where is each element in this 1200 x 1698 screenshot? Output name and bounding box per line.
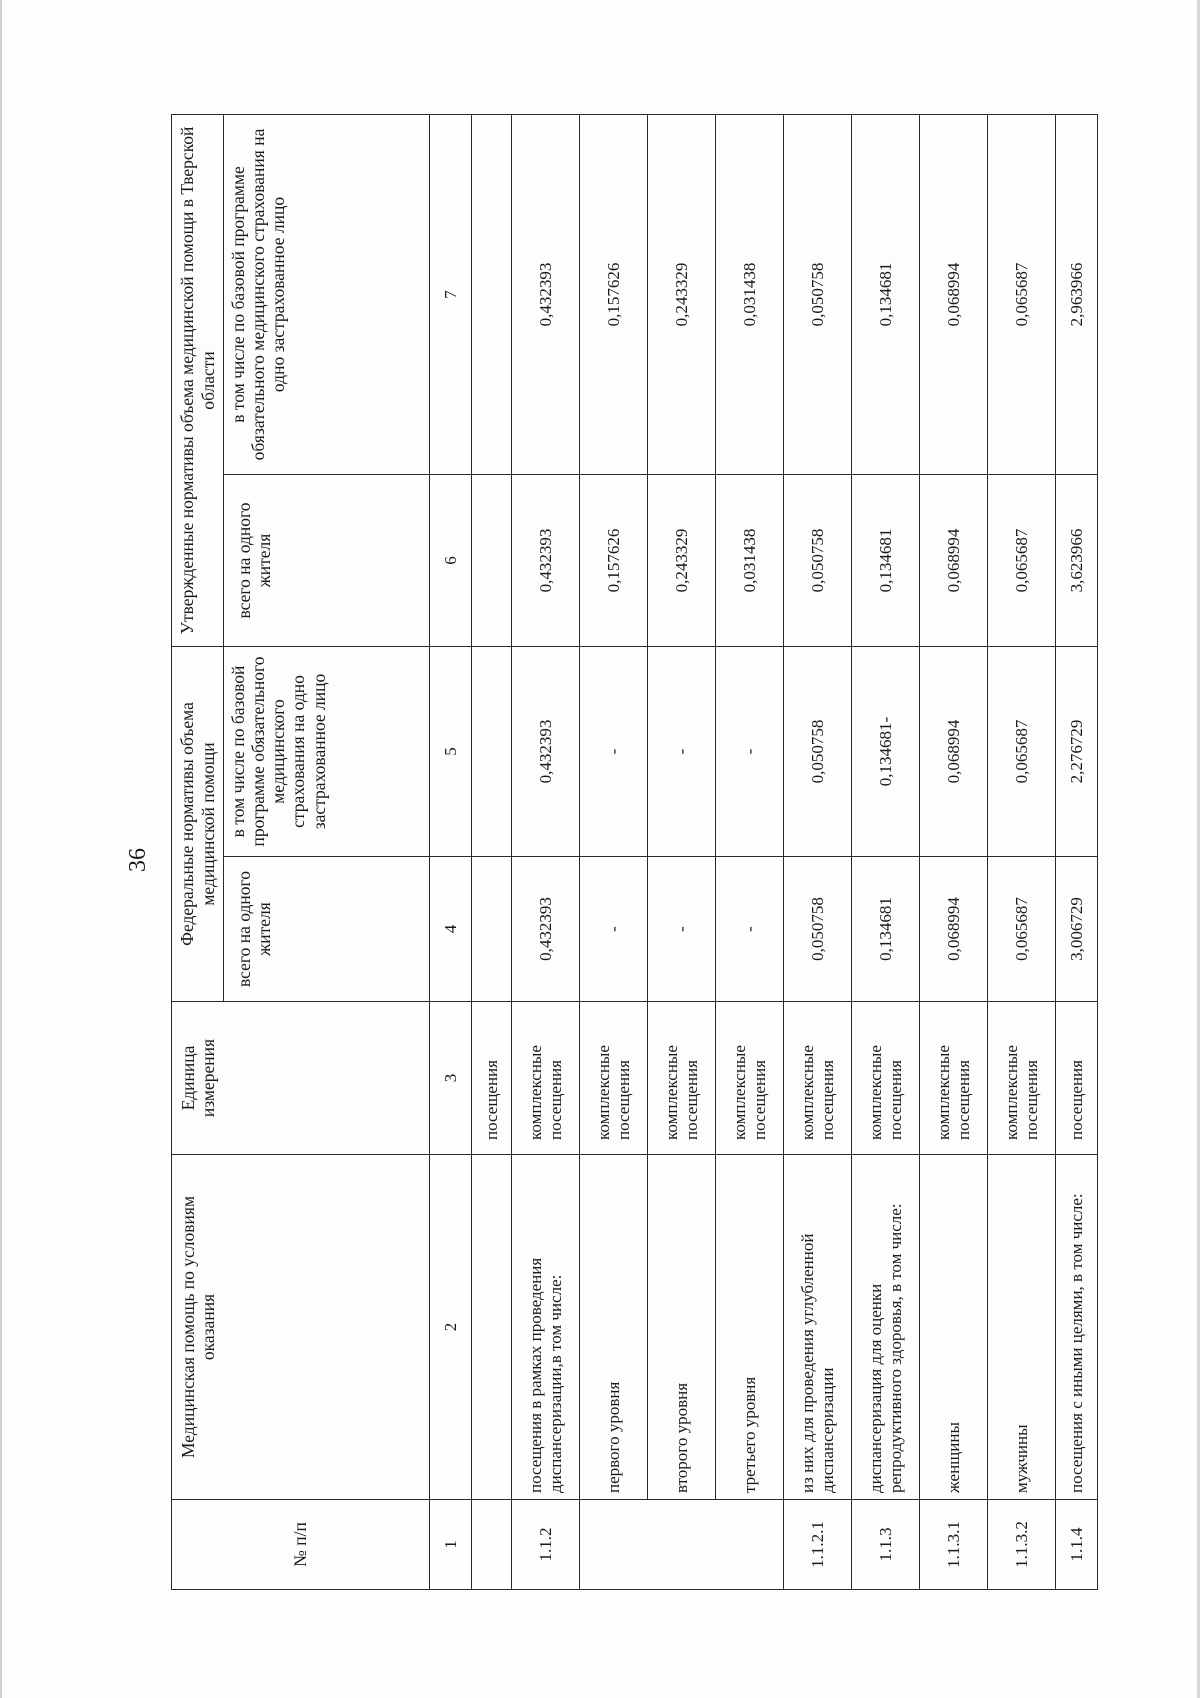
row-unit: комплексные посещения — [716, 1002, 784, 1155]
row-regional-total: 3,623966 — [1056, 474, 1098, 646]
unit-row — [472, 114, 512, 1589]
row-regional-total: 0,432393 — [512, 474, 580, 646]
row-name: мужчины — [988, 1155, 1056, 1500]
row-federal-oms: 2,276729 — [1056, 646, 1098, 856]
row-federal-oms: - — [716, 646, 784, 856]
table-row — [512, 114, 580, 1589]
column-number-cell: 1 — [430, 1500, 472, 1590]
header-regional-total: всего на одного жителя — [224, 474, 430, 646]
unit-cell: посещения — [472, 1002, 512, 1155]
row-federal-total: - — [716, 857, 784, 1002]
row-name: третьего уровня — [716, 1155, 784, 1500]
row-unit: комплексные посещения — [648, 1002, 716, 1155]
header-col-unit: Единица измерения — [172, 1002, 430, 1155]
row-regional-oms: 0,432393 — [512, 114, 580, 474]
row-unit: комплексные посещения — [512, 1002, 580, 1155]
row-federal-total: 0,068994 — [920, 857, 988, 1002]
row-regional-total: 0,243329 — [648, 474, 716, 646]
row-federal-total: - — [648, 857, 716, 1002]
normatives-table — [171, 114, 1098, 1590]
row-federal-oms: - — [648, 646, 716, 856]
header-row-top — [172, 114, 224, 1589]
row-federal-oms: 0,134681- — [852, 646, 920, 856]
row-number: 1.1.3.2 — [988, 1500, 1056, 1590]
row-number: 1.1.3 — [852, 1500, 920, 1590]
table-row — [784, 114, 852, 1589]
row-federal-total: 0,432393 — [512, 857, 580, 1002]
row-regional-total: 0,031438 — [716, 474, 784, 646]
row-unit: комплексные посещения — [988, 1002, 1056, 1155]
row-regional-oms: 0,134681 — [852, 114, 920, 474]
row-federal-oms: - — [580, 646, 648, 856]
column-number-cell: 6 — [430, 474, 472, 646]
row-name: женщины — [920, 1155, 988, 1500]
row-federal-total: 0,050758 — [784, 857, 852, 1002]
table-cell — [472, 857, 512, 1002]
header-col-num: № п/п — [172, 1500, 430, 1590]
row-federal-oms: 0,432393 — [512, 646, 580, 856]
table-cell — [472, 646, 512, 856]
scan-edge-left — [0, 0, 2, 1698]
row-federal-total: 3,006729 — [1056, 857, 1098, 1002]
table-row — [988, 114, 1056, 1589]
header-group-regional: Утвержденные нормативы объема медицинской помощи в Тверской области — [172, 114, 224, 646]
header-federal-oms: в том числе по базовой программе обязательного медицинского страхования на одно застрахованное лицо — [224, 646, 430, 856]
header-group-federal: Федеральные нормативы объема медицинской помощи — [172, 646, 224, 1001]
table-cell — [472, 474, 512, 646]
row-regional-oms: 0,068994 — [920, 114, 988, 474]
row-regional-oms: 0,050758 — [784, 114, 852, 474]
table-row — [648, 114, 716, 1589]
table-row — [716, 114, 784, 1589]
row-federal-total: 0,065687 — [988, 857, 1056, 1002]
row-name: первого уровня — [580, 1155, 648, 1500]
column-number-cell: 2 — [430, 1155, 472, 1500]
table-row — [1056, 114, 1098, 1589]
row-name: диспансеризация для оценки репродуктивного здоровья, в том числе: — [852, 1155, 920, 1500]
table-row — [580, 114, 648, 1589]
normatives-table-container — [171, 115, 1088, 1590]
row-regional-oms: 2,963966 — [1056, 114, 1098, 474]
column-number-cell: 5 — [430, 646, 472, 856]
row-unit: комплексные посещения — [580, 1002, 648, 1155]
row-regional-oms: 0,031438 — [716, 114, 784, 474]
row-federal-oms: 0,068994 — [920, 646, 988, 856]
row-number: 1.1.2.1 — [784, 1500, 852, 1590]
row-number: 1.1.2 — [512, 1500, 580, 1590]
table-cell — [472, 114, 512, 474]
row-name: посещения с иными целями, в том числе: — [1056, 1155, 1098, 1500]
row-unit: комплексные посещения — [784, 1002, 852, 1155]
table-cell — [472, 1500, 512, 1590]
row-federal-oms: 0,065687 — [988, 646, 1056, 856]
row-unit: посещения — [1056, 1002, 1098, 1155]
row-number: 1.1.3.1 — [920, 1500, 988, 1590]
row-regional-total: 0,050758 — [784, 474, 852, 646]
column-number-cell: 3 — [430, 1002, 472, 1155]
row-federal-total: - — [580, 857, 648, 1002]
row-number — [580, 1500, 784, 1590]
row-number: 1.1.4 — [1056, 1500, 1098, 1590]
column-number-row — [430, 114, 472, 1589]
row-federal-oms: 0,050758 — [784, 646, 852, 856]
column-number-cell: 7 — [430, 114, 472, 474]
row-regional-oms: 0,243329 — [648, 114, 716, 474]
row-regional-total: 0,068994 — [920, 474, 988, 646]
row-name: из них для проведения углубленной диспансеризации — [784, 1155, 852, 1500]
header-regional-oms: в том числе по базовой программе обязательного медицинского страхования на одно застрахованное лицо — [224, 114, 430, 474]
page-number: 36 — [125, 848, 151, 872]
header-col-name: Медицинская помощь по условиям оказания — [172, 1155, 430, 1500]
row-unit: комплексные посещения — [920, 1002, 988, 1155]
row-regional-total: 0,065687 — [988, 474, 1056, 646]
row-regional-oms: 0,157626 — [580, 114, 648, 474]
row-regional-total: 0,157626 — [580, 474, 648, 646]
table-row — [852, 114, 920, 1589]
row-regional-total: 0,134681 — [852, 474, 920, 646]
column-number-cell: 4 — [430, 857, 472, 1002]
row-federal-total: 0,134681 — [852, 857, 920, 1002]
header-federal-total: всего на одного жителя — [224, 857, 430, 1002]
row-regional-oms: 0,065687 — [988, 114, 1056, 474]
table-row — [920, 114, 988, 1589]
table-cell — [472, 1155, 512, 1500]
row-name: второго уровня — [648, 1155, 716, 1500]
row-name: посещения в рамках проведения диспансеризации,в том числе: — [512, 1155, 580, 1500]
row-unit: комплексные посещения — [852, 1002, 920, 1155]
